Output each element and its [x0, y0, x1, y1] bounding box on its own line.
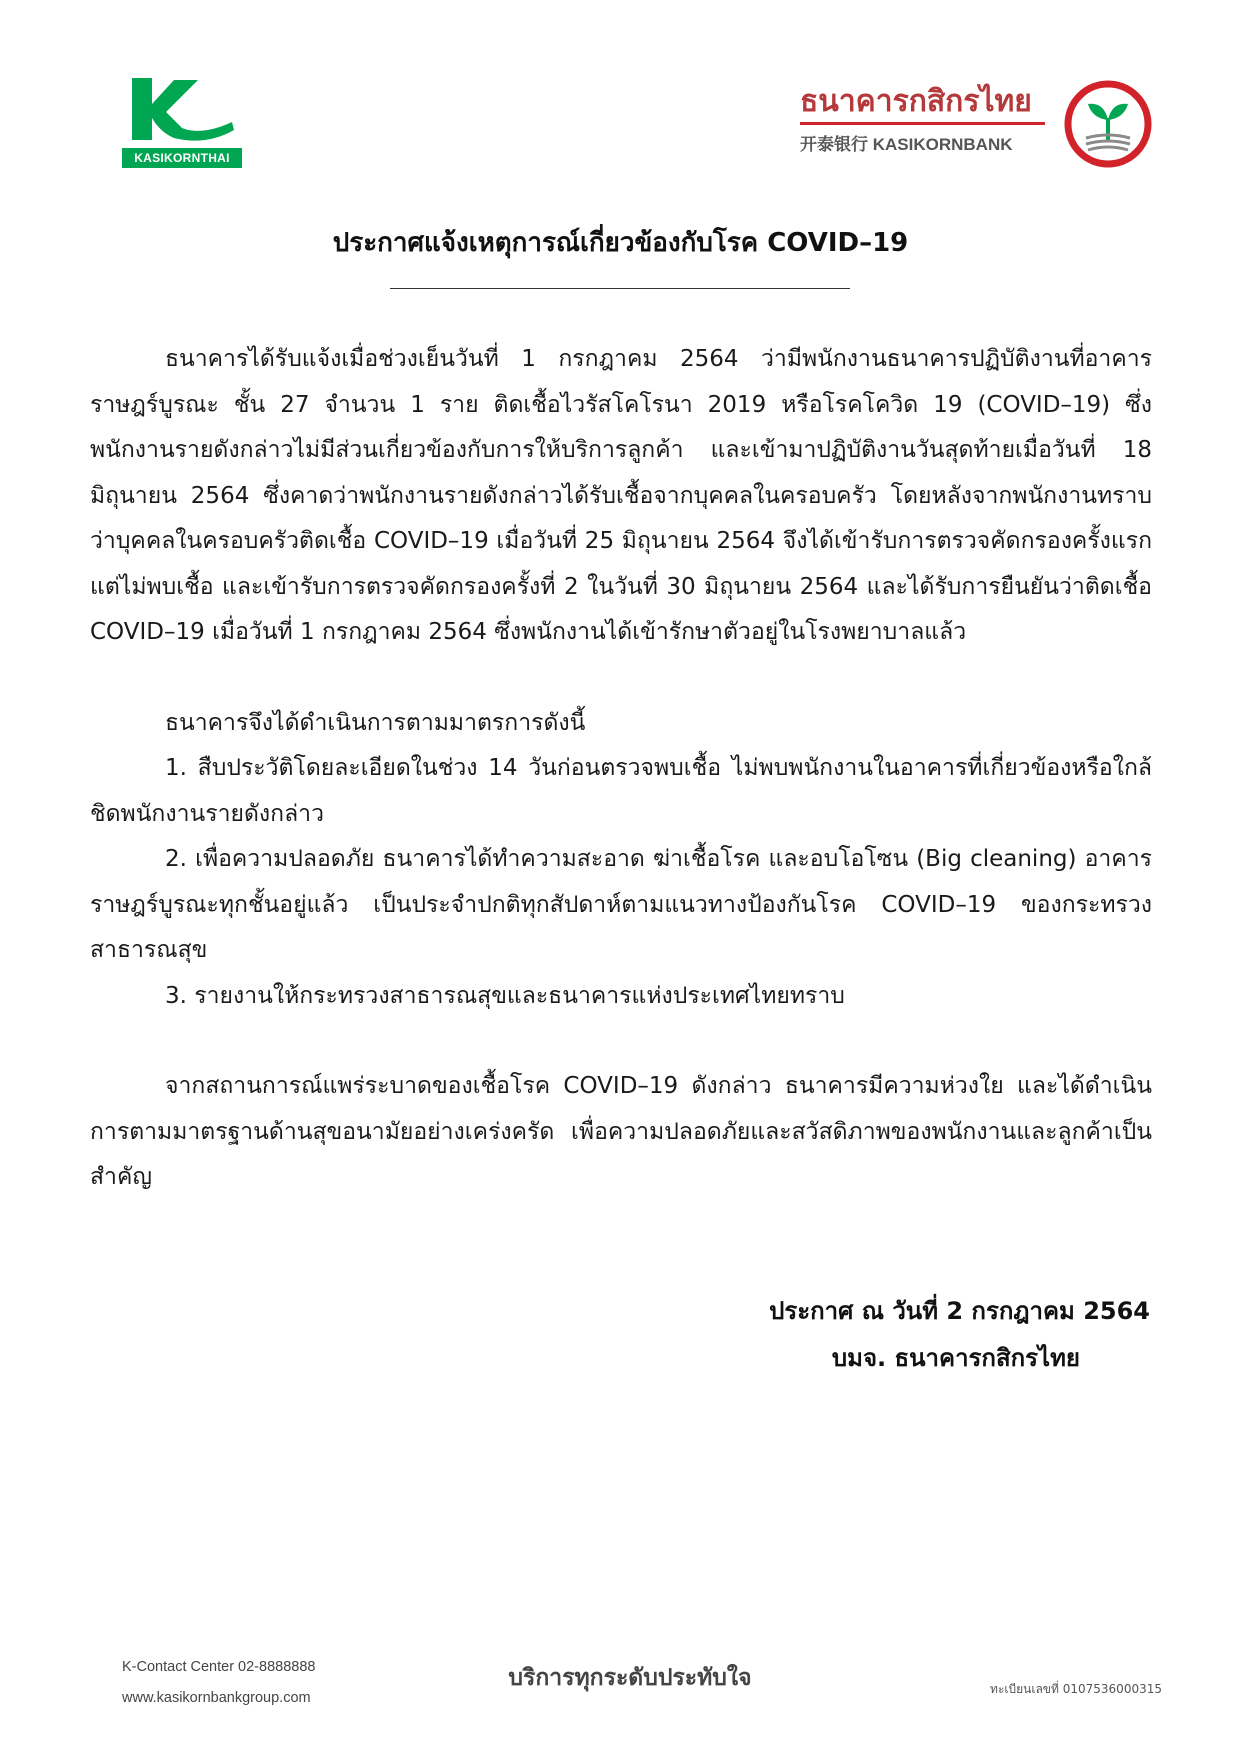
kbank-emblem-icon: [1062, 78, 1154, 170]
paragraph-incident: ธนาคารได้รับแจ้งเมื่อช่วงเย็นวันที่ 1 กรกฎาคม 2564 ว่ามีพนักงานธนาคารปฏิบัติงานที่อาคารราษฎร์บูรณะ ชั้น 27 จำนวน 1 ราย ติดเชื้อไวรัสโคโรนา 2019 หรือโรคโควิด 19 (COVID–19) ซึ่งพนักงานรายดังกล่าวไม่มีส่วนเกี่ยวข้องกับการให้บริการลูกค้า และเข้ามาปฏิบัติงานวันสุดท้ายเมื่อวันที่ 18 มิถุนายน 2564 ซึ่งคาดว่าพนักงานรายดังกล่าวได้รับเชื้อจากบุคคลในครอบครัว โดยหลังจากพนักงานทราบว่าบุคคลในครอบครัวติดเชื้อ COVID–19 เมื่อวันที่ 25 มิถุนายน 2564 จึงได้เข้ารับการตรวจคัดกรองครั้งแรกแต่ไม่พบเชื้อ และเข้ารับการตรวจคัดกรองครั้งที่ 2 ในวันที่ 30 มิถุนายน 2564 และได้รับการยืนยันว่าติดเชื้อ COVID–19 เมื่อวันที่ 1 กรกฎาคม 2564 ซึ่งพนักงานได้เข้ารักษาตัวอยู่ในโรงพยาบาลแล้ว: [90, 346, 1152, 645]
signature-org: บมจ. ธนาคารกสิกรไทย: [831, 1344, 1080, 1372]
bank-name-rule: [800, 122, 1045, 125]
footer-contact-block: [122, 1652, 422, 1714]
paragraph-closing: จากสถานการณ์แพร่ระบาดของเชื้อโรค COVID–19 ดังกล่าว ธนาคารมีความห่วงใย และได้ดำเนินการตามมาตรฐานด้านสุขอนามัยอย่างเคร่งครัด เพื่อความปลอดภัยและสวัสดิภาพของพนักงานและลูกค้าเป็นสำคัญ: [90, 1073, 1152, 1190]
signature-block: [680, 1288, 1150, 1382]
measures-intro: ธนาคารจึงได้ดำเนินการตามมาตรการดังนี้: [165, 709, 586, 736]
registration-number: ทะเบียนเลขที่ 0107536000315: [990, 1682, 1162, 1696]
measure-item-1: 1. สืบประวัติโดยละเอียดในช่วง 14 วันก่อนตรวจพบเชื้อ ไม่พบพนักงานในอาคารที่เกี่ยวข้องหรือใกล้ชิดพนักงานรายดังกล่าว: [90, 755, 1152, 827]
document-title: ประกาศแจ้งเหตุการณ์เกี่ยวข้องกับโรค COVID–19: [332, 228, 909, 258]
document-body: [90, 337, 1152, 1201]
website-link[interactable]: www.kasikornbankgroup.com: [122, 1690, 311, 1706]
measure-item-3: 3. รายงานให้กระทรวงสาธารณสุขและธนาคารแห่งประเทศไทยทราบ: [165, 982, 845, 1009]
kasikornthai-label: KASIKORNTHAI: [122, 148, 242, 168]
bank-name-english: 开泰银行 KASIKORNBANK: [800, 135, 1013, 154]
k-letter-icon: [122, 74, 242, 144]
contact-center: K-Contact Center 02-8888888: [122, 1659, 316, 1675]
kasikornbank-logo: [800, 78, 1160, 168]
kasikornthai-logo: [122, 74, 247, 166]
footer-slogan: บริการทุกระดับประทับใจ: [508, 1665, 752, 1691]
title-divider: [390, 288, 850, 289]
signature-date: ประกาศ ณ วันที่ 2 กรกฎาคม 2564: [769, 1297, 1150, 1325]
bank-name-thai: ธนาคารกสิกรไทย: [800, 84, 1032, 119]
measure-item-2: 2. เพื่อความปลอดภัย ธนาคารได้ทำความสะอาด ฆ่าเชื้อโรค และอบโอโซน (Big cleaning) อาคารราษฎร์บูรณะทุกชั้นอยู่แล้ว เป็นประจำปกติทุกสัปดาห์ตามแนวทางป้องกันโรค COVID–19 ของกระทรวงสาธารณสุข: [90, 846, 1152, 963]
